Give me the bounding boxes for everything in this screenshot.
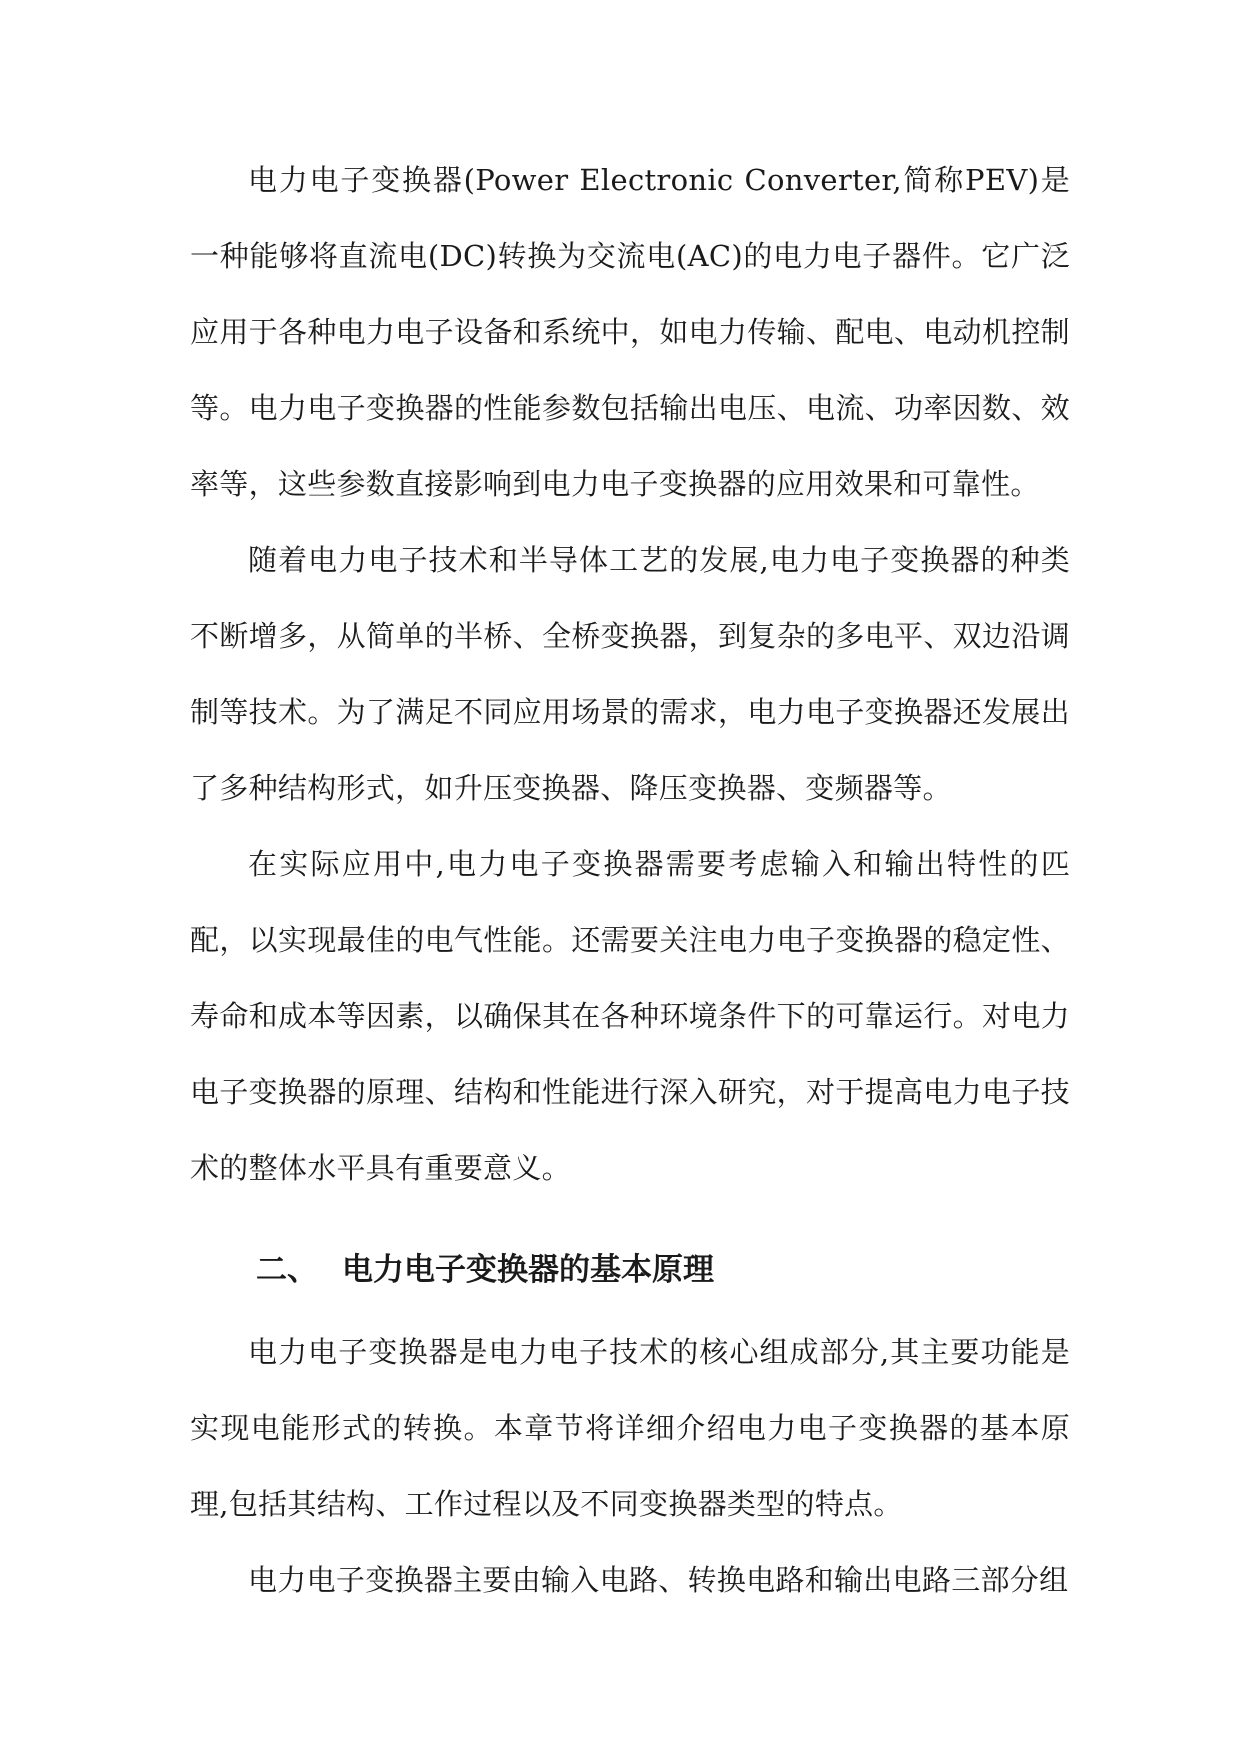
paragraph-application: 在实际应用中,电力电子变换器需要考虑输入和输出特性的匹配，以实现最佳的电气性能。还需要关注电力电子变换器的稳定性、寿命和成本等因素，以确保其在各种环境条件下的可靠运行。对电力电子变换器的原理、结构和性能进行深入研究，对于提高电力电子技术的整体水平具有重要意义。 [190,847,1070,1185]
paragraph-development: 随着电力电子技术和半导体工艺的发展,电力电子变换器的种类不断增多，从简单的半桥、全桥变换器，到复杂的多电平、双边沿调制等技术。为了满足不同应用场景的需求，电力电子变换器还发展出了多种结构形式，如升压变换器、降压变换器、变频器等。 [190,543,1070,805]
document-page [190,142,1070,1618]
paragraph-composition: 电力电子变换器主要由输入电路、转换电路和输出电路三部分组 [248,1563,1069,1597]
section-heading [190,1206,1070,1314]
paragraph-intro: 电力电子变换器(Power Electronic Converter,简称PEV)是一种能够将直流电(DC)转换为交流电(AC)的电力电子器件。它广泛应用于各种电力电子设备和系统中，如电力传输、配电、电动机控制等。电力电子变换器的性能参数包括输出电压、电流、功率因数、效率等，这些参数直接影响到电力电子变换器的应用效果和可靠性。 [190,163,1070,501]
section-title: 电力电子变换器的基本原理 [342,1252,714,1288]
section-number: 二、 [256,1252,318,1288]
paragraph-principle: 电力电子变换器是电力电子技术的核心组成部分,其主要功能是实现电能形式的转换。本章节将详细介绍电力电子变换器的基本原理,包括其结构、工作过程以及不同变换器类型的特点。 [190,1335,1070,1521]
